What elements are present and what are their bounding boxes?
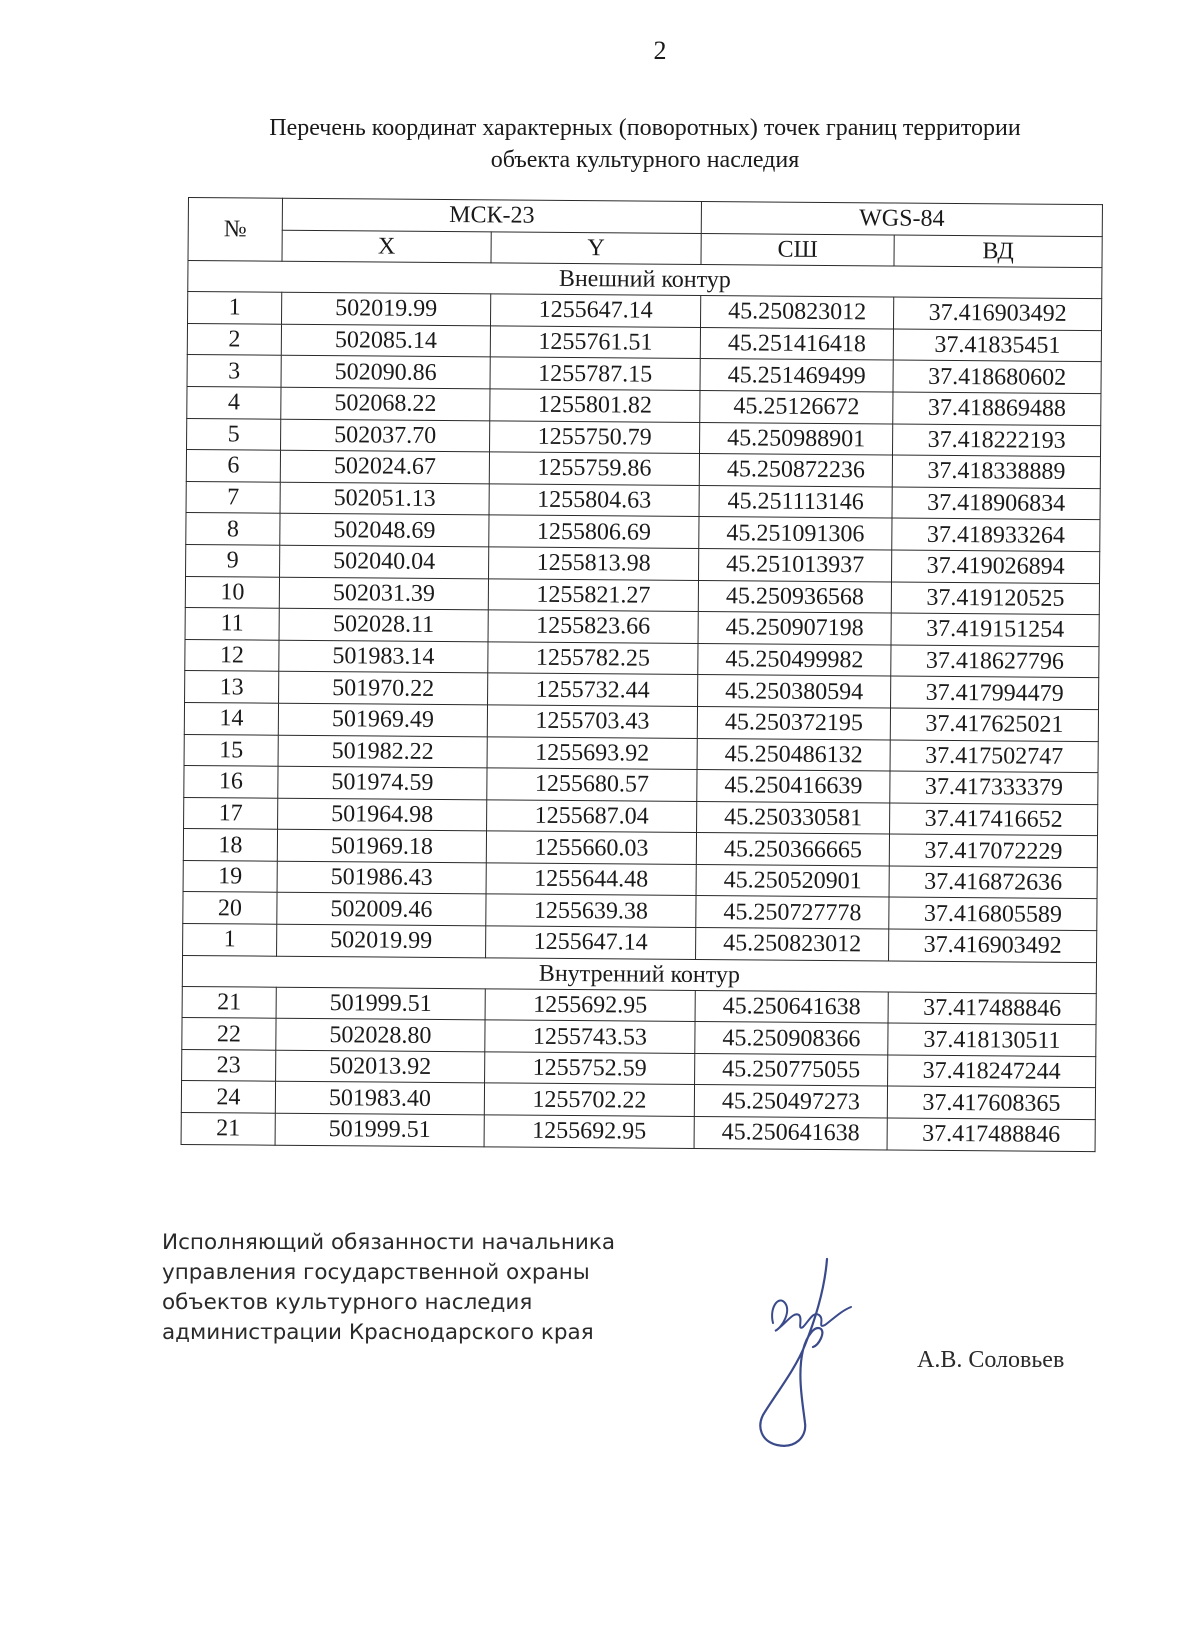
cell-x: 501986.43: [277, 861, 486, 894]
cell-point-number: 6: [186, 450, 280, 482]
cell-y: 1255821.27: [488, 578, 698, 611]
cell-latitude: 45.251416418: [700, 327, 893, 360]
cell-y: 1255660.03: [486, 831, 696, 864]
cell-point-number: 21: [182, 986, 276, 1018]
cell-y: 1255787.15: [490, 357, 700, 390]
cell-y: 1255732.44: [488, 673, 698, 706]
cell-longitude: 37.417625021: [890, 708, 1098, 741]
cell-latitude: 45.25126672: [700, 390, 893, 423]
table-row: [181, 1113, 1095, 1152]
cell-longitude: 37.418338889: [892, 455, 1100, 488]
cell-x: 502013.92: [276, 1050, 485, 1083]
cell-x: 501970.22: [279, 672, 488, 705]
cell-point-number: 7: [186, 481, 280, 513]
cell-point-number: 14: [184, 702, 278, 734]
cell-point-number: 5: [187, 418, 281, 450]
cell-x: 501974.59: [278, 766, 487, 799]
cell-x: 501999.51: [275, 1113, 484, 1146]
cell-longitude: 37.419026894: [892, 550, 1100, 583]
cell-point-number: 21: [181, 1113, 275, 1145]
cell-latitude: 45.250372195: [697, 706, 890, 739]
cell-x: 502009.46: [277, 893, 486, 926]
cell-x: 502051.13: [280, 482, 489, 515]
handwritten-signature: [755, 1255, 865, 1455]
cell-point-number: 20: [183, 892, 277, 924]
cell-longitude: 37.418680602: [893, 360, 1101, 393]
cell-longitude: 37.417072229: [889, 834, 1097, 867]
cell-longitude: 37.417416652: [890, 803, 1098, 836]
cell-latitude: 45.250988901: [700, 422, 893, 455]
cell-longitude: 37.418906834: [892, 487, 1100, 520]
cell-x: 502085.14: [281, 324, 490, 357]
document-title: [150, 112, 1140, 176]
cell-latitude: 45.250823012: [696, 928, 889, 961]
cell-x: 502024.67: [280, 450, 489, 483]
cell-latitude: 45.250499982: [698, 643, 891, 676]
cell-x: 501983.14: [279, 640, 488, 673]
section-title: Внутренний контур: [182, 955, 1096, 993]
cell-y: 1255743.53: [485, 1020, 695, 1053]
cell-y: 1255752.59: [485, 1052, 695, 1085]
cell-longitude: 37.419120525: [891, 582, 1099, 615]
cell-latitude: 45.250823012: [701, 296, 894, 329]
signatory-line-1: Исполняющий обязанности начальника: [162, 1230, 616, 1255]
cell-latitude: 45.250520901: [696, 864, 889, 897]
cell-longitude: 37.416903492: [889, 929, 1097, 962]
cell-y: 1255639.38: [486, 894, 696, 927]
cell-y: 1255813.98: [489, 547, 699, 580]
cell-y: 1255703.43: [487, 705, 697, 738]
cell-x: 502037.70: [281, 419, 490, 452]
signatory-position: [162, 1228, 615, 1348]
cell-longitude: 37.418247244: [888, 1055, 1096, 1088]
cell-y: 1255804.63: [489, 484, 699, 517]
header-number: №: [188, 198, 282, 262]
cell-y: 1255750.79: [490, 420, 700, 453]
cell-point-number: 24: [181, 1081, 275, 1113]
cell-latitude: 45.250775055: [695, 1053, 888, 1086]
cell-y: 1255680.57: [487, 768, 697, 801]
cell-point-number: 12: [185, 639, 279, 671]
page-number: 2: [653, 36, 667, 65]
signer-name: А.В. Соловьев: [917, 1347, 1065, 1373]
header-y: Y: [491, 231, 701, 264]
cell-longitude: 37.418222193: [893, 424, 1101, 457]
cell-point-number: 18: [183, 829, 277, 861]
cell-y: 1255801.82: [490, 389, 700, 422]
cell-latitude: 45.251013937: [699, 548, 892, 581]
section-title: Внешний контур: [188, 261, 1102, 299]
cell-longitude: 37.418933264: [892, 518, 1100, 551]
cell-latitude: 45.250486132: [697, 738, 890, 771]
cell-x: 501999.51: [276, 987, 485, 1020]
cell-x: 501969.18: [277, 830, 486, 863]
cell-latitude: 45.251469499: [700, 359, 893, 392]
cell-point-number: 10: [185, 576, 279, 608]
cell-y: 1255692.95: [485, 989, 695, 1022]
cell-point-number: 22: [182, 1018, 276, 1050]
cell-latitude: 45.251091306: [699, 517, 892, 550]
cell-point-number: 1: [183, 924, 277, 956]
cell-point-number: 23: [182, 1049, 276, 1081]
table-body: [181, 261, 1102, 1152]
cell-longitude: 37.417488846: [887, 1118, 1095, 1151]
cell-point-number: 16: [184, 766, 278, 798]
header-longitude: ВД: [894, 235, 1102, 268]
cell-point-number: 19: [183, 860, 277, 892]
cell-y: 1255782.25: [488, 642, 698, 675]
cell-longitude: 37.417333379: [890, 771, 1098, 804]
cell-point-number: 3: [187, 355, 281, 387]
coordinates-table: [181, 197, 1103, 1152]
cell-point-number: 4: [187, 386, 281, 418]
cell-latitude: 45.250872236: [699, 454, 892, 487]
cell-x: 502028.80: [276, 1018, 485, 1051]
cell-x: 502019.99: [277, 924, 486, 957]
cell-longitude: 37.416805589: [889, 897, 1097, 930]
header-wgs84: WGS-84: [701, 202, 1102, 237]
cell-point-number: 15: [184, 734, 278, 766]
cell-y: 1255644.48: [486, 863, 696, 896]
cell-y: 1255702.22: [484, 1083, 694, 1116]
cell-x: 502040.04: [280, 545, 489, 578]
cell-x: 502048.69: [280, 514, 489, 547]
cell-latitude: 45.250641638: [694, 1117, 887, 1150]
cell-x: 502068.22: [281, 387, 490, 420]
cell-latitude: 45.250936568: [698, 580, 891, 613]
cell-longitude: 37.418130511: [888, 1023, 1096, 1056]
signatory-line-3: объектов культурного наследия: [162, 1290, 533, 1315]
signatory-line-2: управления государственной охраны: [162, 1260, 590, 1285]
cell-y: 1255759.86: [489, 452, 699, 485]
cell-point-number: 13: [185, 671, 279, 703]
cell-x: 501964.98: [278, 798, 487, 831]
cell-y: 1255687.04: [487, 800, 697, 833]
cell-point-number: 1: [188, 292, 282, 324]
cell-latitude: 45.250416639: [697, 770, 890, 803]
cell-y: 1255823.66: [488, 610, 698, 643]
cell-y: 1255647.14: [486, 926, 696, 959]
cell-longitude: 37.417488846: [888, 992, 1096, 1025]
cell-y: 1255647.14: [490, 294, 700, 327]
cell-y: 1255692.95: [484, 1115, 694, 1148]
cell-longitude: 37.418627796: [891, 645, 1099, 678]
header-latitude: СШ: [701, 233, 894, 266]
cell-longitude: 37.418869488: [893, 392, 1101, 425]
cell-x: 502031.39: [279, 577, 488, 610]
cell-x: 502028.11: [279, 608, 488, 641]
cell-longitude: 37.417608365: [887, 1086, 1095, 1119]
cell-x: 502019.99: [282, 292, 491, 325]
cell-latitude: 45.250497273: [694, 1085, 887, 1118]
cell-latitude: 45.250641638: [695, 990, 888, 1023]
cell-latitude: 45.250366665: [696, 833, 889, 866]
cell-latitude: 45.250330581: [697, 801, 890, 834]
cell-point-number: 2: [187, 323, 281, 355]
cell-x: 502090.86: [281, 356, 490, 389]
cell-point-number: 8: [186, 513, 280, 545]
cell-y: 1255693.92: [487, 736, 697, 769]
document-title-line-1: Перечень координат характерных (поворотных) точек границ территории: [269, 115, 1021, 141]
cell-x: 501969.49: [278, 703, 487, 736]
cell-latitude: 45.250908366: [695, 1022, 888, 1055]
cell-latitude: 45.250380594: [698, 675, 891, 708]
signatory-line-4: администрации Краснодарского края: [162, 1320, 594, 1345]
cell-latitude: 45.250907198: [698, 612, 891, 645]
cell-x: 501982.22: [278, 735, 487, 768]
cell-latitude: 45.251113146: [699, 485, 892, 518]
header-x: X: [282, 230, 491, 263]
document-title-line-2: объекта культурного наследия: [490, 147, 800, 173]
cell-latitude: 45.250727778: [696, 896, 889, 929]
cell-longitude: 37.417502747: [890, 740, 1098, 773]
cell-y: 1255806.69: [489, 515, 699, 548]
cell-longitude: 37.41835451: [893, 329, 1101, 362]
cell-y: 1255761.51: [490, 326, 700, 359]
cell-point-number: 9: [186, 544, 280, 576]
cell-longitude: 37.419151254: [891, 613, 1099, 646]
cell-longitude: 37.417994479: [891, 676, 1099, 709]
cell-point-number: 17: [184, 797, 278, 829]
header-msk23: МСК-23: [282, 198, 701, 233]
cell-longitude: 37.416903492: [894, 297, 1102, 330]
cell-longitude: 37.416872636: [889, 866, 1097, 899]
cell-x: 501983.40: [275, 1082, 484, 1115]
cell-point-number: 11: [185, 608, 279, 640]
